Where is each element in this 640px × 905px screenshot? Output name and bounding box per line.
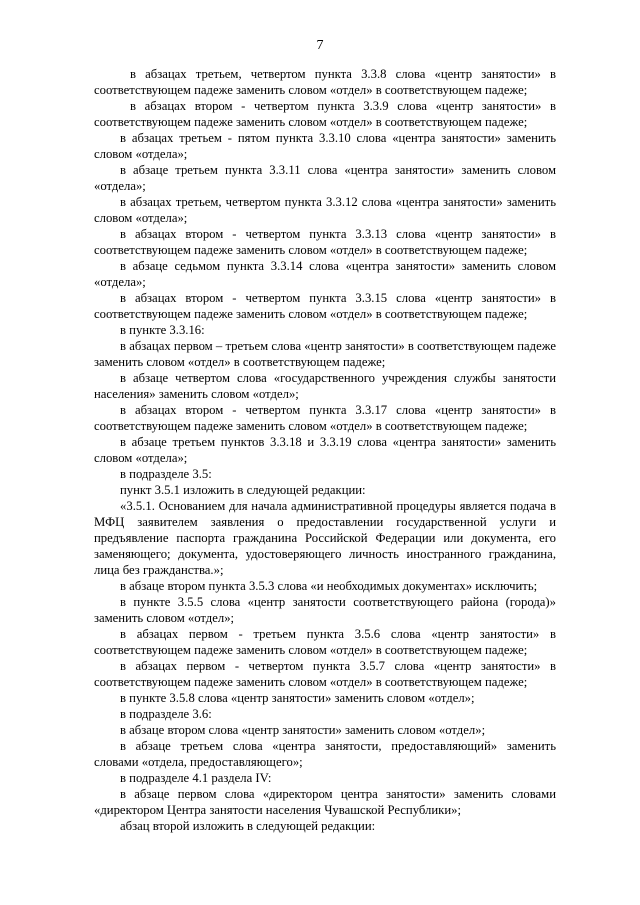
- paragraph-3-6-third: в абзаце третьем слова «центра занятости, предоставляющий» заменить словами «отдела, предоставляющего»;: [94, 739, 556, 769]
- paragraph-3-3-17: в абзацах втором - четвертом пункта 3.3.17 слова «центр занятости» в соответствующем падеже заменить словом «отдел» в соответствующем падеже;: [94, 403, 556, 433]
- paragraph-3-5-8: в пункте 3.5.8 слова «центр занятости» заменить словом «отдел»;: [120, 691, 475, 705]
- paragraph-3-3-13: в абзацах втором - четвертом пункта 3.3.13 слова «центр занятости» в соответствующем падеже заменить словом «отдел» в соответствующем падеже;: [94, 227, 556, 257]
- paragraph-3-3-16-first-third: в абзацах первом – третьем слова «центр занятости» в соответствующем падеже заменить словом «отдел» в соответствующем падеже;: [94, 339, 556, 369]
- paragraph-4-1-heading: в подразделе 4.1 раздела IV:: [120, 771, 272, 785]
- paragraph-3-3-15: в абзацах втором - четвертом пункта 3.3.15 слова «центр занятости» в соответствующем падеже заменить словом «отдел» в соответствующем падеже;: [94, 291, 556, 321]
- paragraph-3-5-heading: в подразделе 3.5:: [120, 467, 212, 481]
- paragraph-3-5-5: в пункте 3.5.5 слова «центр занятости соответствующего района (города)» заменить словом «отдел»;: [94, 595, 556, 625]
- page-number: 7: [316, 38, 324, 53]
- paragraph-3-3-9: в абзацах втором - четвертом пункта 3.3.9 слова «центр занятости» в соответствующем падеже заменить словом «отдел» в соответствующем падеже;: [94, 99, 556, 129]
- paragraph-4-1-second: абзац второй изложить в следующей редакции:: [120, 819, 376, 833]
- paragraph-3-3-10: в абзацах третьем - пятом пункта 3.3.10 слова «центра занятости» заменить словом «отдела»;: [94, 131, 556, 161]
- paragraph-3-3-18-19: в абзаце третьем пунктов 3.3.18 и 3.3.19 слова «центра занятости» заменить словом «отдела»;: [94, 435, 556, 465]
- paragraph-3-5-1-text: «3.5.1. Основанием для начала административной процедуры является подача в МФЦ заявителем заявления о предоставлении государственной услуги и предъявление паспорта гражданина Российской Федерации или документа, его заменяющего; документа, удостоверяющего личность иностранного гражданина, лица без гражданства.»;: [94, 499, 556, 577]
- paragraph-3-3-8: в абзацах третьем, четвертом пункта 3.3.8 слова «центр занятости» в соответствующем падеже заменить словом «отдел» в соответствующем падеже;: [94, 67, 556, 97]
- paragraph-4-1-first: в абзаце первом слова «директором центра занятости» заменить словами «директором Центра занятости населения Чувашской Республики»;: [94, 787, 556, 817]
- paragraph-3-5-1-intro: пункт 3.5.1 изложить в следующей редакции:: [120, 483, 366, 497]
- paragraph-3-3-14: в абзаце седьмом пункта 3.3.14 слова «центра занятости» заменить словом «отдела»;: [94, 259, 556, 289]
- paragraph-3-6-heading: в подразделе 3.6:: [120, 707, 212, 721]
- paragraph-3-6-second: в абзаце втором слова «центр занятости» заменить словом «отдел»;: [120, 723, 486, 737]
- paragraph-3-3-11: в абзаце третьем пункта 3.3.11 слова «центра занятости» заменить словом «отдела»;: [94, 163, 556, 193]
- paragraph-3-5-7: в абзацах первом - четвертом пункта 3.5.7 слова «центр занятости» в соответствующем падеже заменить словом «отдел» в соответствующем падеже;: [94, 659, 556, 689]
- paragraph-3-3-12: в абзацах третьем, четвертом пункта 3.3.12 слова «центра занятости» заменить словом «отдела»;: [94, 195, 556, 225]
- paragraph-3-5-3: в абзаце втором пункта 3.5.3 слова «и необходимых документах» исключить;: [120, 579, 538, 593]
- paragraph-3-3-16-fourth: в абзаце четвертом слова «государственного учреждения службы занятости населения» заменить словом «отдел»;: [94, 371, 556, 401]
- paragraph-3-5-6: в абзацах первом - третьем пункта 3.5.6 слова «центр занятости» в соответствующем падеже заменить словом «отдел» в соответствующем падеже;: [94, 627, 556, 657]
- document-body: [94, 66, 556, 834]
- paragraph-3-3-16-heading: в пункте 3.3.16:: [120, 323, 205, 337]
